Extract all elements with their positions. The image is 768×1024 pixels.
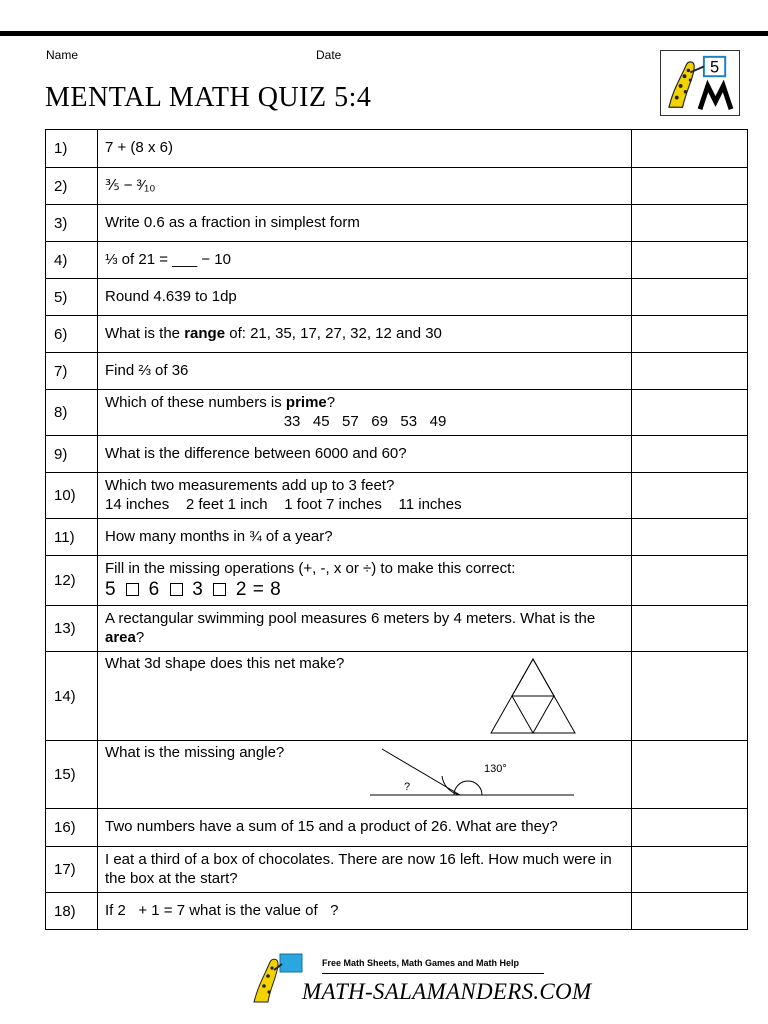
answer-box[interactable] [632,130,748,168]
question-text: A rectangular swimming pool measures 6 meters by 4 meters. What is the area? [98,606,632,652]
question-number: 4) [46,242,98,279]
blank-box-icon [170,583,183,596]
question-text: 7 + (8 x 6) [98,130,632,168]
answer-box[interactable] [632,436,748,473]
question-row-4 [46,242,748,279]
question-row-8 [46,390,748,436]
keyword-area: area [105,628,136,646]
question-row-2 [46,168,748,205]
question-row-14 [46,652,748,741]
answer-box[interactable] [632,242,748,279]
answer-box[interactable] [632,652,748,741]
answer-box[interactable] [632,353,748,390]
known-angle-label: 130° [484,763,507,775]
answer-box[interactable] [632,279,748,316]
question-row-17 [46,847,748,893]
question-number: 5) [46,279,98,316]
answer-box[interactable] [632,809,748,847]
question-row-11 [46,519,748,556]
grade-badge: 5 [709,58,720,77]
question-row-3 [46,205,748,242]
question-number: 15) [46,741,98,809]
answer-box[interactable] [632,316,748,353]
question-number: 10) [46,473,98,519]
answer-box[interactable] [632,519,748,556]
question-number: 6) [46,316,98,353]
answer-box[interactable] [632,847,748,893]
quiz-table [45,129,748,930]
question-row-15 [46,741,748,809]
question-row-13 [46,606,748,652]
answer-box[interactable] [632,556,748,606]
question-text: Which of these numbers is prime? 33 45 57 69 53 49 [98,390,632,436]
operations-equation: 5 6 3 2 = 8 [105,579,282,601]
question-number: 2) [46,168,98,205]
question-text: What 3d shape does this net make? [98,652,632,741]
answer-box[interactable] [632,205,748,242]
question-number: 3) [46,205,98,242]
salamander-logo [660,50,740,116]
name-label: Name [46,48,79,62]
question-text: What is the missing angle? 130° ? [98,741,632,809]
footer-tagline: Free Math Sheets, Math Games and Math Help [322,958,520,968]
question-row-9 [46,436,748,473]
question-number: 1) [46,130,98,168]
answer-box[interactable] [632,741,748,809]
keyword-range: range [184,324,226,342]
answer-box[interactable] [632,168,748,205]
question-text: How many months in ¾ of a year? [98,519,632,556]
question-text: ⅓ of 21 = ___ − 10 [98,242,632,279]
question-number: 17) [46,847,98,893]
answer-box[interactable] [632,893,748,930]
question-text: Two numbers have a sum of 15 and a product of 26. What are they? [98,809,632,847]
question-number: 9) [46,436,98,473]
question-number: 11) [46,519,98,556]
answer-box[interactable] [632,390,748,436]
question-row-1 [46,130,748,168]
footer-brand: MATH-SALAMANDERS.COM [302,979,592,1004]
question-text: I eat a third of a box of chocolates. There are now 16 left. How much were in the box at the start? [98,847,632,893]
known-angle-arc [454,781,482,795]
footer-divider [322,973,544,974]
blank-box-icon [213,583,226,596]
question-text: Round 4.639 to 1dp [98,279,632,316]
footer [250,952,592,1007]
measurement-options: 14 inches 2 feet 1 inch 1 foot 7 inches 11 inches [105,495,462,513]
top-rule [0,31,768,36]
question-row-7 [46,353,748,390]
question-row-12 [46,556,748,606]
question-row-10 [46,473,748,519]
unknown-angle-label: ? [404,781,411,793]
triangle-net-diagram [488,657,578,735]
question-text: Find ⅔ of 36 [98,353,632,390]
question-number: 12) [46,556,98,606]
footer-salamander-icon [250,952,310,1004]
date-label: Date [316,48,342,62]
question-row-6 [46,316,748,353]
question-text: What is the range of: 21, 35, 17, 27, 32, 12 and 30 [98,316,632,353]
question-text: If 2 + 1 = 7 what is the value of ? [98,893,632,930]
salamander-logo-icon [661,51,739,115]
blank-box-icon [126,583,139,596]
question-number: 18) [46,893,98,930]
question-number: 16) [46,809,98,847]
question-text: Write 0.6 as a fraction in simplest form [98,205,632,242]
angle-diagram [370,747,580,805]
question-row-5 [46,279,748,316]
question-text: ⅗ − ³⁄₁₀ [98,168,632,205]
question-number: 14) [46,652,98,741]
answer-box[interactable] [632,606,748,652]
question-row-16 [46,809,748,847]
answer-box[interactable] [632,473,748,519]
question-row-18 [46,893,748,930]
question-number: 8) [46,390,98,436]
question-number: 7) [46,353,98,390]
question-text: Which two measurements add up to 3 feet? 14 inches 2 feet 1 inch 1 foot 7 inches 11 inches [98,473,632,519]
keyword-prime: prime [285,394,327,412]
question-text: Fill in the missing operations (+, -, x or ÷) to make this correct: 5 6 3 2 = 8 [98,556,632,606]
number-options: 33 45 57 69 53 49 [283,412,447,430]
question-number: 13) [46,606,98,652]
question-text: What is the difference between 6000 and 60? [98,436,632,473]
page-title: MENTAL MATH QUIZ 5:4 [45,82,372,113]
